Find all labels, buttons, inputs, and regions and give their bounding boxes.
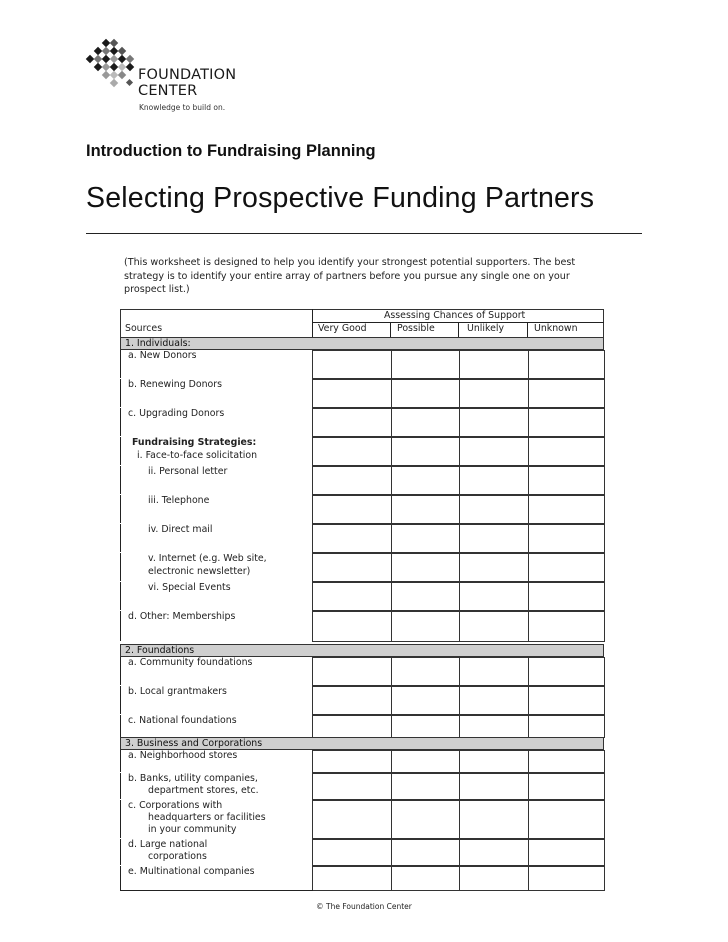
- table-left-border: [120, 773, 121, 799]
- row-label: b. Local grantmakers: [128, 686, 227, 697]
- rating-box-very-good[interactable]: [312, 750, 392, 773]
- sources-header: Sources: [125, 323, 163, 334]
- rating-box-very-good[interactable]: [312, 800, 392, 839]
- header-col-line: [527, 322, 528, 337]
- table-left-border: [120, 750, 121, 772]
- course-title: Introduction to Fundraising Planning: [86, 142, 376, 160]
- worksheet-table: [120, 309, 604, 890]
- rating-box-unknown[interactable]: [528, 611, 605, 642]
- table-left-border: [120, 839, 121, 865]
- rating-box-unlikely[interactable]: [459, 350, 529, 379]
- intro-text: (This worksheet is designed to help you identify your strongest potential supporters. The best strategy is to identify your entire array of partners before you pursue any single one on your prospect list.): [124, 257, 576, 296]
- rating-box-unknown[interactable]: [528, 553, 605, 582]
- col-unknown: Unknown: [534, 323, 578, 334]
- row-label: i. Face-to-face solicitation: [137, 450, 258, 461]
- row-label: corporations: [148, 851, 207, 862]
- row-label: d. Other: Memberships: [128, 611, 236, 622]
- assessing-header: Assessing Chances of Support: [384, 310, 526, 321]
- rating-box-very-good[interactable]: [312, 839, 392, 866]
- rating-box-very-good[interactable]: [312, 686, 392, 715]
- row-label: d. Large national: [128, 839, 208, 850]
- rating-box-unlikely[interactable]: [459, 466, 529, 495]
- row-label: iii. Telephone: [148, 495, 210, 506]
- rating-box-possible[interactable]: [391, 715, 460, 738]
- rating-box-possible[interactable]: [391, 524, 460, 553]
- col-very-good: Very Good: [318, 323, 367, 334]
- rating-box-possible[interactable]: [391, 466, 460, 495]
- rating-box-very-good[interactable]: [312, 466, 392, 495]
- rating-box-unlikely[interactable]: [459, 750, 529, 773]
- rating-box-possible[interactable]: [391, 773, 460, 800]
- row-label: a. Neighborhood stores: [128, 750, 238, 761]
- rating-box-unknown[interactable]: [528, 839, 605, 866]
- table-left-border: [120, 437, 121, 465]
- rating-box-very-good[interactable]: [312, 582, 392, 611]
- rating-box-unlikely[interactable]: [459, 408, 529, 437]
- rating-box-unknown[interactable]: [528, 524, 605, 553]
- rating-box-unknown[interactable]: [528, 350, 605, 379]
- rating-box-very-good[interactable]: [312, 437, 392, 466]
- table-left-border: [120, 408, 121, 436]
- row-label: headquarters or facilities: [148, 812, 266, 823]
- rating-box-unknown[interactable]: [528, 657, 605, 686]
- rating-box-unknown[interactable]: [528, 800, 605, 839]
- section-foundations: 2. Foundations: [120, 644, 604, 657]
- table-bottom-border: [120, 890, 313, 891]
- row-label: c. Upgrading Donors: [128, 408, 225, 419]
- rating-box-unknown[interactable]: [528, 466, 605, 495]
- row-label: ii. Personal letter: [148, 466, 228, 477]
- rating-box-unknown[interactable]: [528, 379, 605, 408]
- table-left-border: [120, 866, 121, 890]
- row-label: vi. Special Events: [148, 582, 231, 593]
- rating-box-unlikely[interactable]: [459, 686, 529, 715]
- rating-box-unlikely[interactable]: [459, 553, 529, 582]
- col-possible: Possible: [397, 323, 435, 334]
- rating-box-unknown[interactable]: [528, 495, 605, 524]
- rating-box-unlikely[interactable]: [459, 800, 529, 839]
- col-unlikely: Unlikely: [467, 323, 505, 334]
- title-divider: [86, 233, 642, 234]
- rating-box-possible[interactable]: [391, 553, 460, 582]
- table-left-border: [120, 582, 121, 610]
- table-left-border: [120, 553, 121, 581]
- rating-box-unknown[interactable]: [528, 866, 605, 891]
- table-left-border: [120, 379, 121, 407]
- logo-name-line1: FOUNDATION: [138, 67, 237, 83]
- table-left-border: [120, 524, 121, 552]
- row-label: iv. Direct mail: [148, 524, 213, 535]
- rating-box-very-good[interactable]: [312, 657, 392, 686]
- rating-box-very-good[interactable]: [312, 350, 392, 379]
- header-col-line: [390, 322, 391, 337]
- rating-box-very-good[interactable]: [312, 773, 392, 800]
- header-col-line: [458, 322, 459, 337]
- rating-box-unknown[interactable]: [528, 408, 605, 437]
- rating-box-very-good[interactable]: [312, 379, 392, 408]
- rating-box-possible[interactable]: [391, 582, 460, 611]
- logo-name-line2: CENTER: [138, 83, 198, 99]
- rating-box-unlikely[interactable]: [459, 379, 529, 408]
- rating-box-very-good[interactable]: [312, 495, 392, 524]
- rating-box-unlikely[interactable]: [459, 582, 529, 611]
- rating-box-unlikely[interactable]: [459, 773, 529, 800]
- footer-text: © The Foundation Center: [316, 902, 412, 911]
- row-label: b. Banks, utility companies,: [128, 773, 258, 784]
- row-label: c. National foundations: [128, 715, 237, 726]
- rating-box-unlikely[interactable]: [459, 657, 529, 686]
- row-label: a. New Donors: [128, 350, 197, 361]
- row-label: v. Internet (e.g. Web site,: [148, 553, 267, 564]
- table-left-border: [120, 495, 121, 523]
- rating-box-very-good[interactable]: [312, 408, 392, 437]
- table-left-border: [120, 715, 121, 737]
- rating-box-possible[interactable]: [391, 611, 460, 642]
- rating-box-very-good[interactable]: [312, 866, 392, 891]
- logo-wordmark: [138, 67, 236, 99]
- rating-box-unknown[interactable]: [528, 686, 605, 715]
- foundation-center-logo: [84, 38, 284, 118]
- table-left-border: [120, 800, 121, 838]
- page-title: Selecting Prospective Funding Partners: [86, 182, 595, 214]
- rating-box-unknown[interactable]: [528, 773, 605, 800]
- rating-box-possible[interactable]: [391, 657, 460, 686]
- rating-box-unknown[interactable]: [528, 582, 605, 611]
- rating-box-possible[interactable]: [391, 839, 460, 866]
- table-left-border: [120, 466, 121, 494]
- row-label: department stores, etc.: [148, 785, 259, 796]
- header-col-line: [312, 309, 313, 337]
- rating-box-very-good[interactable]: [312, 611, 392, 642]
- rating-box-possible[interactable]: [391, 686, 460, 715]
- logo-tagline: Knowledge to build on.: [139, 103, 226, 112]
- table-left-border: [120, 686, 121, 714]
- rating-box-unknown[interactable]: [528, 750, 605, 773]
- rating-box-unlikely[interactable]: [459, 437, 529, 466]
- rating-box-unlikely[interactable]: [459, 866, 529, 891]
- rating-box-possible[interactable]: [391, 800, 460, 839]
- rating-box-possible[interactable]: [391, 495, 460, 524]
- rating-box-unknown[interactable]: [528, 715, 605, 738]
- row-label: a. Community foundations: [128, 657, 253, 668]
- rating-box-possible[interactable]: [391, 350, 460, 379]
- footer-copyright: [0, 902, 728, 911]
- table-left-border: [120, 350, 121, 378]
- rating-box-possible[interactable]: [391, 437, 460, 466]
- rating-box-unlikely[interactable]: [459, 715, 529, 738]
- rating-box-very-good[interactable]: [312, 524, 392, 553]
- rating-box-unlikely[interactable]: [459, 495, 529, 524]
- section-business: 3. Business and Corporations: [120, 737, 604, 750]
- rating-box-unlikely[interactable]: [459, 839, 529, 866]
- row-label: e. Multinational companies: [128, 866, 255, 877]
- section-individuals: 1. Individuals:: [120, 337, 604, 350]
- rating-box-very-good[interactable]: [312, 715, 392, 738]
- row-label: Fundraising Strategies:: [132, 437, 257, 448]
- rating-box-possible[interactable]: [391, 408, 460, 437]
- row-label: electronic newsletter): [148, 566, 251, 577]
- rating-box-possible[interactable]: [391, 379, 460, 408]
- table-left-border: [120, 657, 121, 685]
- row-label: c. Corporations with: [128, 800, 223, 811]
- table-left-border: [120, 611, 121, 641]
- rating-box-possible[interactable]: [391, 866, 460, 891]
- row-label: in your community: [148, 824, 237, 835]
- diamond-grid-icon: [84, 38, 140, 98]
- rating-box-very-good[interactable]: [312, 553, 392, 582]
- rating-box-unknown[interactable]: [528, 437, 605, 466]
- rating-box-possible[interactable]: [391, 750, 460, 773]
- row-label: b. Renewing Donors: [128, 379, 222, 390]
- rating-box-unlikely[interactable]: [459, 611, 529, 642]
- rating-box-unlikely[interactable]: [459, 524, 529, 553]
